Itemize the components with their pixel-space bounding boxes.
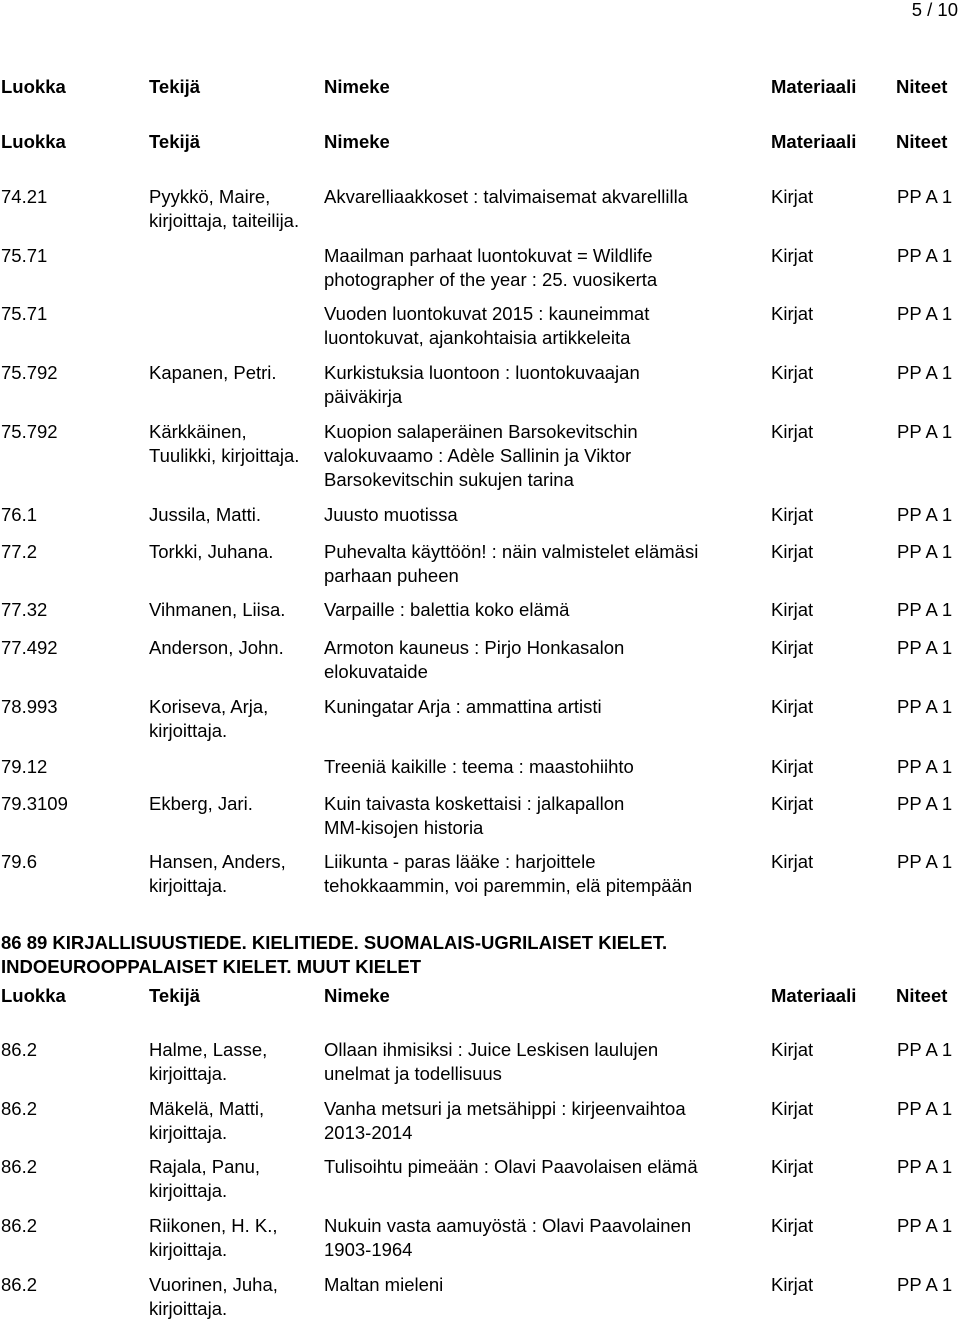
cell-luokka: 74.21	[1, 186, 48, 207]
cell-niteet: PP A 1	[897, 541, 953, 562]
cell-niteet: PP A 1	[897, 1039, 953, 1060]
cell-nimeke-line: MM-kisojen historia	[324, 817, 484, 838]
cell-tekija-line: Hansen, Anders,	[149, 851, 286, 872]
cell-tekija	[149, 1273, 278, 1321]
cell-niteet: PP A 1	[897, 756, 953, 777]
cell-luokka: 75.792	[1, 362, 58, 383]
header-nimeke: Nimeke	[324, 985, 390, 1006]
cell-nimeke-line: Liikunta - paras lääke : harjoittele	[324, 851, 596, 872]
cell-tekija	[149, 1097, 264, 1145]
cell-niteet: PP A 1	[897, 696, 953, 717]
cell-materiaali: Kirjat	[771, 1156, 814, 1177]
cell-niteet: PP A 1	[897, 1098, 953, 1119]
cell-materiaali: Kirjat	[771, 851, 814, 872]
cell-nimeke-line: elokuvataide	[324, 661, 428, 682]
cell-nimeke	[324, 792, 624, 840]
cell-luokka: 75.792	[1, 421, 58, 442]
cell-luokka: 79.6	[1, 851, 38, 872]
cell-nimeke	[324, 1273, 443, 1297]
cell-nimeke	[324, 636, 624, 684]
cell-luokka: 75.71	[1, 303, 48, 324]
cell-tekija-line: kirjoittaja.	[149, 1063, 228, 1084]
cell-nimeke	[324, 540, 698, 588]
cell-nimeke-line: Kuopion salaperäinen Barsokevitschin	[324, 421, 638, 442]
cell-tekija-line: Ekberg, Jari.	[149, 793, 253, 814]
cell-materiaali: Kirjat	[771, 362, 814, 383]
header-materiaali: Materiaali	[771, 76, 857, 97]
cell-nimeke-line: Puhevalta käyttöön! : näin valmistelet elämäsi	[324, 541, 699, 562]
cell-materiaali: Kirjat	[771, 696, 814, 717]
cell-tekija-line: Pyykkö, Maire,	[149, 186, 271, 207]
cell-nimeke-line: Kurkistuksia luontoon : luontokuvaajan	[324, 362, 640, 383]
cell-tekija	[149, 185, 299, 233]
cell-niteet: PP A 1	[897, 793, 953, 814]
header-tekija: Tekijä	[149, 131, 201, 152]
header-tekija: Tekijä	[149, 985, 201, 1006]
cell-tekija-line: kirjoittaja.	[149, 875, 228, 896]
cell-nimeke-line: Ollaan ihmisiksi : Juice Leskisen laulujen	[324, 1039, 659, 1060]
cell-tekija-line: Torkki, Juhana.	[149, 541, 274, 562]
cell-niteet: PP A 1	[897, 504, 953, 525]
cell-tekija	[149, 792, 253, 816]
cell-tekija-line: kirjoittaja.	[149, 1239, 228, 1260]
cell-tekija-line: Kapanen, Petri.	[149, 362, 277, 383]
cell-materiaali: Kirjat	[771, 599, 814, 620]
cell-nimeke-line: Juusto muotissa	[324, 504, 458, 525]
cell-nimeke	[324, 1038, 658, 1086]
cell-tekija-line: Jussila, Matti.	[149, 504, 262, 525]
cell-nimeke-line: Tulisoihtu pimeään : Olavi Paavolaisen elämä	[324, 1156, 698, 1177]
cell-nimeke	[324, 185, 688, 209]
cell-niteet: PP A 1	[897, 1215, 953, 1236]
cell-nimeke	[324, 1155, 698, 1179]
cell-tekija	[149, 636, 284, 660]
cell-tekija	[149, 598, 285, 622]
cell-tekija	[149, 850, 286, 898]
cell-luokka: 86.2	[1, 1039, 38, 1060]
header-materiaali: Materiaali	[771, 131, 857, 152]
cell-luokka: 79.3109	[1, 793, 68, 814]
cell-nimeke-line: parhaan puheen	[324, 565, 459, 586]
section-title-line2: INDOEUROOPPALAISET KIELET. MUUT KIELET	[1, 956, 422, 977]
cell-materiaali: Kirjat	[771, 245, 814, 266]
cell-tekija-line: Halme, Lasse,	[149, 1039, 268, 1060]
cell-luokka: 79.12	[1, 756, 48, 777]
cell-tekija	[149, 1038, 267, 1086]
cell-tekija-line: Riikonen, H. K.,	[149, 1215, 278, 1236]
cell-nimeke-line: Treeniä kaikille : teema : maastohiihto	[324, 756, 634, 777]
cell-niteet: PP A 1	[897, 245, 953, 266]
cell-nimeke-line: 2013-2014	[324, 1122, 413, 1143]
cell-materiaali: Kirjat	[771, 1215, 814, 1236]
cell-tekija-line: kirjoittaja.	[149, 1298, 228, 1319]
header-luokka: Luokka	[1, 76, 66, 97]
cell-nimeke-line: luontokuvat, ajankohtaisia artikkeleita	[324, 327, 631, 348]
page-number: 5 / 10	[911, 0, 958, 20]
cell-nimeke-line: Varpaille : balettia koko elämä	[324, 599, 570, 620]
header-materiaali: Materiaali	[771, 985, 857, 1006]
cell-nimeke-line: tehokkaammin, voi paremmin, elä pitempään	[324, 875, 693, 896]
cell-nimeke-line: Kuin taivasta koskettaisi : jalkapallon	[324, 793, 625, 814]
cell-nimeke	[324, 695, 602, 719]
cell-materiaali: Kirjat	[771, 1098, 814, 1119]
cell-luokka: 86.2	[1, 1274, 38, 1295]
cell-tekija-line: kirjoittaja.	[149, 720, 228, 741]
cell-luokka: 76.1	[1, 504, 38, 525]
cell-tekija	[149, 1155, 260, 1203]
cell-luokka: 86.2	[1, 1098, 38, 1119]
header-tekija: Tekijä	[149, 76, 201, 97]
cell-tekija-line: kirjoittaja.	[149, 1122, 228, 1143]
cell-nimeke	[324, 755, 634, 779]
cell-tekija-line: Mäkelä, Matti,	[149, 1098, 265, 1119]
cell-nimeke	[324, 302, 649, 350]
cell-luokka: 86.2	[1, 1215, 38, 1236]
cell-nimeke-line: Vuoden luontokuvat 2015 : kauneimmat	[324, 303, 650, 324]
cell-nimeke-line: 1903-1964	[324, 1239, 413, 1260]
cell-nimeke	[324, 361, 640, 409]
cell-materiaali: Kirjat	[771, 793, 814, 814]
cell-niteet: PP A 1	[897, 851, 953, 872]
cell-niteet: PP A 1	[897, 362, 953, 383]
cell-luokka: 78.993	[1, 696, 58, 717]
cell-materiaali: Kirjat	[771, 1274, 814, 1295]
cell-tekija-line: Kärkkäinen,	[149, 421, 247, 442]
header-niteet: Niteet	[896, 76, 948, 97]
cell-niteet: PP A 1	[897, 303, 953, 324]
cell-tekija-line: Vihmanen, Liisa.	[149, 599, 286, 620]
cell-materiaali: Kirjat	[771, 421, 814, 442]
cell-nimeke-line: Akvarelliaakkoset : talvimaisemat akvarellilla	[324, 186, 688, 207]
cell-niteet: PP A 1	[897, 1156, 953, 1177]
cell-niteet: PP A 1	[897, 637, 953, 658]
cell-nimeke-line: valokuvaamo : Adèle Sallinin ja Viktor	[324, 445, 632, 466]
cell-niteet: PP A 1	[897, 186, 953, 207]
cell-tekija	[149, 361, 277, 385]
cell-nimeke	[324, 1214, 691, 1262]
header-nimeke: Nimeke	[324, 131, 390, 152]
cell-materiaali: Kirjat	[771, 186, 814, 207]
cell-nimeke	[324, 503, 458, 527]
header-niteet: Niteet	[896, 985, 948, 1006]
cell-nimeke-line: Armoton kauneus : Pirjo Honkasalon	[324, 637, 625, 658]
cell-niteet: PP A 1	[897, 599, 953, 620]
header-nimeke: Nimeke	[324, 76, 390, 97]
cell-luokka: 86.2	[1, 1156, 38, 1177]
cell-niteet: PP A 1	[897, 421, 953, 442]
cell-niteet: PP A 1	[897, 1274, 953, 1295]
cell-nimeke-line: päiväkirja	[324, 386, 403, 407]
cell-materiaali: Kirjat	[771, 303, 814, 324]
cell-tekija-line: Anderson, John.	[149, 637, 284, 658]
cell-luokka: 75.71	[1, 245, 48, 266]
cell-tekija-line: Vuorinen, Juha,	[149, 1274, 278, 1295]
header-luokka: Luokka	[1, 985, 66, 1006]
cell-tekija	[149, 540, 273, 564]
cell-nimeke	[324, 244, 657, 292]
cell-materiaali: Kirjat	[771, 541, 814, 562]
cell-materiaali: Kirjat	[771, 637, 814, 658]
cell-tekija-line: Tuulikki, kirjoittaja.	[149, 445, 300, 466]
cell-materiaali: Kirjat	[771, 756, 814, 777]
cell-nimeke	[324, 420, 638, 492]
header-luokka: Luokka	[1, 131, 66, 152]
cell-materiaali: Kirjat	[771, 1039, 814, 1060]
cell-nimeke	[324, 598, 569, 622]
cell-tekija-line: Koriseva, Arja,	[149, 696, 269, 717]
cell-nimeke-line: Maailman parhaat luontokuvat = Wildlife	[324, 245, 653, 266]
section-title-line1: 86 89 KIRJALLISUUSTIEDE. KIELITIEDE. SUOMALAIS-UGRILAISET KIELET.	[1, 932, 668, 953]
cell-materiaali: Kirjat	[771, 504, 814, 525]
cell-tekija	[149, 1214, 278, 1262]
cell-tekija-line: kirjoittaja, taiteilija.	[149, 210, 300, 231]
cell-luokka: 77.2	[1, 541, 38, 562]
cell-tekija	[149, 695, 268, 743]
cell-tekija-line: Rajala, Panu,	[149, 1156, 261, 1177]
cell-luokka: 77.492	[1, 637, 58, 658]
header-niteet: Niteet	[896, 131, 948, 152]
cell-nimeke-line: Barsokevitschin sukujen tarina	[324, 469, 574, 490]
cell-nimeke-line: Nukuin vasta aamuyöstä : Olavi Paavolainen	[324, 1215, 692, 1236]
cell-nimeke-line: Kuningatar Arja : ammattina artisti	[324, 696, 602, 717]
cell-nimeke-line: photographer of the year : 25. vuosikerta	[324, 269, 658, 290]
cell-nimeke-line: Maltan mieleni	[324, 1274, 444, 1295]
cell-tekija	[149, 503, 261, 527]
cell-nimeke	[324, 1097, 686, 1145]
cell-tekija	[149, 420, 299, 468]
cell-nimeke	[324, 850, 692, 898]
cell-luokka: 77.32	[1, 599, 48, 620]
cell-tekija-line: kirjoittaja.	[149, 1180, 228, 1201]
cell-nimeke-line: unelmat ja todellisuus	[324, 1063, 502, 1084]
cell-nimeke-line: Vanha metsuri ja metsähippi : kirjeenvaihtoa	[324, 1098, 686, 1119]
